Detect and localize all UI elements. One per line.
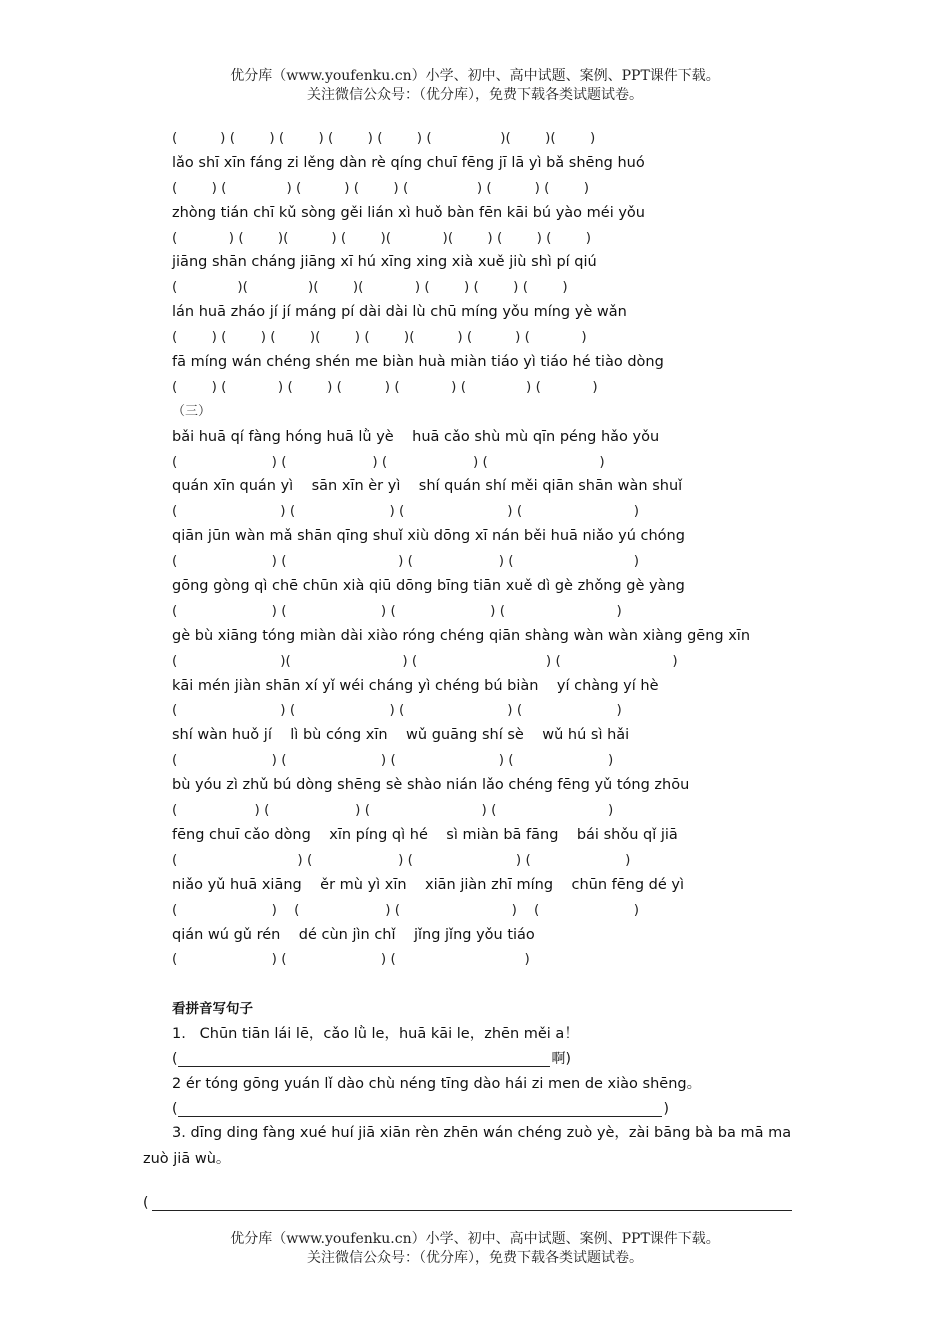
pinyin-row: kāi mén jiàn shān xí yǐ wéi cháng yì chéng bú biàn yí chàng yí hè (172, 677, 659, 694)
sentence-3-block (143, 1120, 803, 1172)
sentence-3-answer-line[interactable] (143, 1195, 792, 1211)
pinyin-exercise-lines (172, 126, 812, 972)
answer-blank-row[interactable]: ( ) ( ) ( ) ( ) (172, 752, 614, 769)
pinyin-row: quán xīn quán yì sān xīn èr yì shí quán shí měi qiān shān wàn shuǐ (172, 478, 683, 495)
footer-line-1: 优分库（www.youfenku.cn）小学、初中、高中试题、案例、PPT课件下载。 (230, 1231, 720, 1247)
sentence-3-pinyin-line-1: 3. dīng ding fàng xué huí jiā xiān rèn zhēn wán chéng zuò yè，zài bāng bà ba mā ma (172, 1125, 792, 1141)
sentence-3-pinyin-line-2: zuò jiā wù。 (143, 1151, 231, 1167)
answer-blank-row[interactable]: ( ) ( ) ( ) ( ) ( ) ( )( )( ) (172, 130, 596, 146)
sentence-1-answer-line[interactable] (172, 1047, 812, 1072)
answer-blank-row[interactable]: ( )( )( )( ) ( ) ( ) ( ) (172, 279, 568, 296)
pinyin-row: fā míng wán chéng shén me biàn huà miàn tiáo yì tiáo hé tiào dòng (172, 354, 664, 371)
sentence-1-blank[interactable] (178, 1052, 550, 1067)
answer-blank-row[interactable]: ( ) ( ) ( ) ( ) (172, 553, 639, 570)
sentence-2-blank[interactable] (178, 1102, 662, 1117)
pinyin-row: qián wú gǔ rén dé cùn jìn chǐ jǐng jǐng yǒu tiáo (172, 926, 535, 943)
answer-blank-row[interactable]: ( ) ( ) ( ) ( ) (172, 802, 614, 819)
pinyin-row: jiāng shān cháng jiāng xī hú xīng xing xià xuě jiù shì pí qiú (172, 254, 597, 271)
pinyin-row: fēng chuī cǎo dòng xīn píng qì hé sì miàn bā fāng bái shǒu qǐ jiā (172, 826, 678, 843)
header-line-2: 关注微信公众号：（优分库），免费下载各类试题试卷。 (307, 87, 643, 103)
worksheet-body (172, 126, 812, 1122)
pinyin-row: gè bù xiāng tóng miàn dài xiào róng chéng qiān shàng wàn wàn xiàng gēng xīn (172, 627, 751, 644)
pinyin-row: qiān jūn wàn mǎ shān qīng shuǐ xiù dōng xī nán běi huā niǎo yú chóng (172, 528, 685, 545)
sentence-section-heading: 看拼音写句子 (172, 1001, 253, 1018)
answer-blank-row[interactable]: ( ) ( ) ( ) ( ) (172, 453, 605, 470)
sentence-3-open-paren: ( (143, 1195, 149, 1211)
section-label: （三） (172, 403, 212, 419)
answer-blank-row[interactable]: ( ) ( ) ( ) ( ) ( ) ( ) ( ) (172, 179, 590, 196)
sentence-1-pinyin: 1. Chūn tiān lái lē，cǎo lǜ le，huā kāi le，zhēn měi a！ (172, 1026, 579, 1043)
sentence-3-blank[interactable] (152, 1196, 792, 1211)
sentence-1-open-paren: ( (172, 1050, 178, 1067)
pinyin-row: lán huā zháo jí jí máng pí dài dài lù chū míng yǒu míng yè wǎn (172, 304, 627, 321)
answer-blank-row[interactable]: ( ) ( ) ( )( ) ( )( ) ( ) ( ) (172, 329, 587, 346)
answer-blank-row[interactable]: ( ) ( ) ( ) ( ) (172, 851, 631, 868)
sentence-2-open-paren: ( (172, 1100, 178, 1117)
answer-blank-row[interactable]: ( ) ( )( ) ( )( )( ) ( ) ( ) (172, 229, 591, 246)
answer-blank-row[interactable]: ( ) ( ) ( ) ( ) ( ) ( ) ( ) (172, 378, 598, 395)
answer-blank-row[interactable]: ( ) ( ) ( ) ( ) (172, 901, 639, 918)
footer-line-2: 关注微信公众号：（优分库），免费下载各类试题试卷。 (307, 1250, 643, 1266)
sentence-1-close: 啊) (551, 1050, 571, 1067)
pinyin-row: lǎo shī xīn fáng zi lěng dàn rè qíng chuī fēng jī lā yì bǎ shēng huó (172, 154, 645, 171)
header-line-1: 优分库（www.youfenku.cn）小学、初中、高中试题、案例、PPT课件下载。 (230, 68, 720, 84)
pinyin-row: shí wàn huǒ jí lì bù cóng xīn wǔ guāng shí sè wǔ hú sì hǎi (172, 727, 630, 744)
sentence-2-answer-line[interactable] (172, 1097, 812, 1122)
answer-blank-row[interactable]: ( ) ( ) ( ) ( ) (172, 602, 622, 619)
pinyin-row: bù yóu zì zhǔ bú dòng shēng sè shào nián lǎo chéng fēng yǔ tóng zhōu (172, 777, 690, 794)
pinyin-row: niǎo yǔ huā xiāng ěr mù yì xīn xiān jiàn zhī míng chūn fēng dé yì (172, 876, 685, 893)
answer-blank-row[interactable]: ( ) ( ) ( ) ( ) (172, 503, 639, 520)
answer-blank-row[interactable]: ( ) ( ) ( ) ( ) (172, 702, 622, 719)
sentence-2-pinyin: 2 ér tóng gōng yuán lǐ dào chù néng tīng dào hái zi men de xiào shēng。 (172, 1075, 702, 1092)
sentence-2-close-paren: ) (663, 1100, 669, 1117)
pinyin-row: bǎi huā qí fàng hóng huā lǜ yè huā cǎo shù mù qīn péng hǎo yǒu (172, 428, 660, 445)
page-header (0, 67, 950, 105)
answer-blank-row[interactable]: ( )( ) ( ) ( ) (172, 652, 678, 669)
pinyin-row: gōng gòng qì chē chūn xià qiū dōng bīng tiān xuě dì gè zhǒng gè yàng (172, 578, 685, 595)
pinyin-row: zhòng tián chī kǔ sòng gěi lián xì huǒ bàn fēn kāi bú yào méi yǒu (172, 204, 645, 221)
page-footer (0, 1230, 950, 1268)
answer-blank-row[interactable]: ( ) ( ) ( ) (172, 951, 530, 968)
